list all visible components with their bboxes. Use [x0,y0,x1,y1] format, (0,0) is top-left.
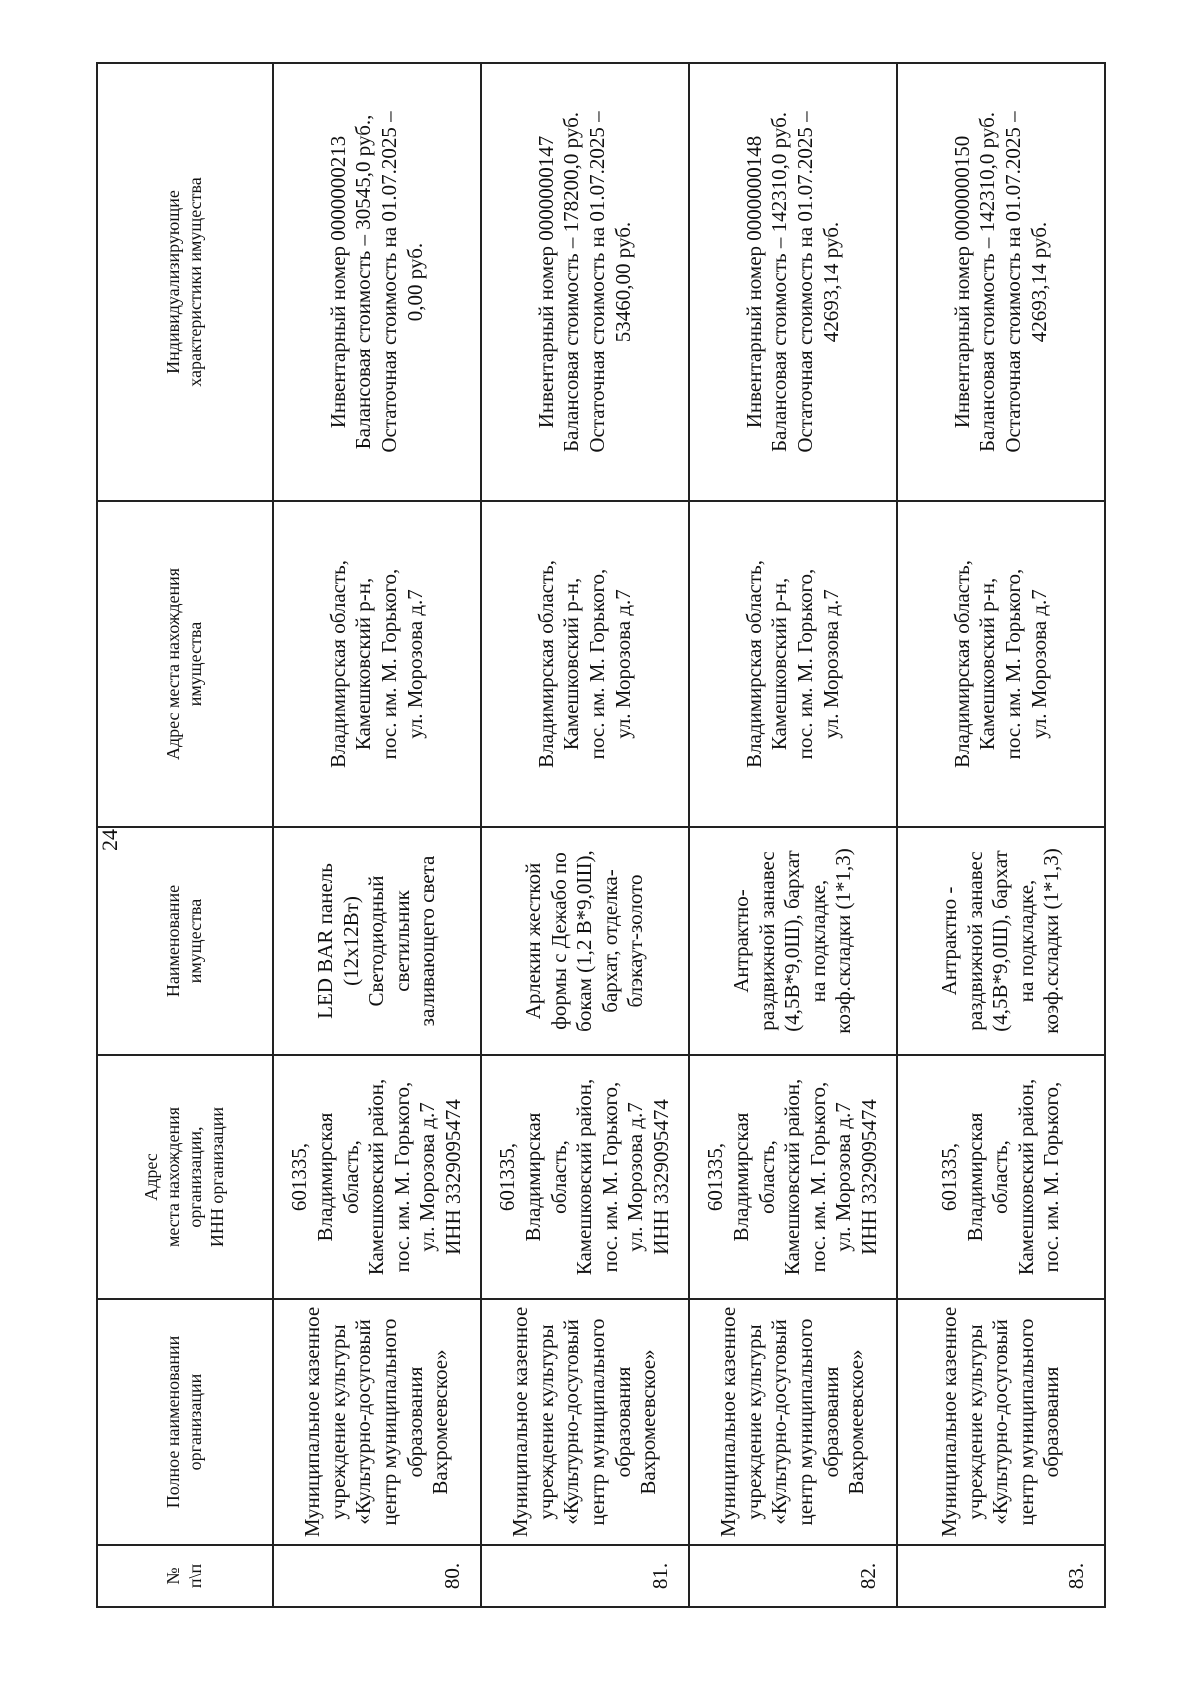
cell-text-line: на подкладке, [805,879,830,1003]
cell-text-line: «Культурно-досуговый [559,1319,584,1525]
cell-text-line: Остаточная стоимость на 01.07.2025 – [1001,111,1025,453]
cell-text-line: центр муниципального [377,1318,401,1526]
cell-text-line: Остаточная стоимость на 01.07.2025 – [585,111,609,453]
cell-text-line: ИНН 3329095474 [857,1099,882,1255]
cell-text-line: Антрактно - [936,886,961,996]
cell-text-line: (12х12Вт) [338,896,363,986]
cell-text-line: организации, [185,1126,205,1228]
cell-text-line: Владимирская область, [949,560,974,768]
cell-text-line: ИНН 3329095474 [441,1099,466,1255]
cell-text-line: ул. Морозова д.7 [831,1102,856,1252]
cell-text-line: ул. Морозова д.7 [415,1102,440,1252]
cell-text-line: 0,00 руб. [402,242,427,322]
cell-text-line: места нахождения [163,1107,184,1248]
cell-text-line: Полное наименовании [163,1335,184,1509]
cell-text-line: Муниципальное казенное [936,1306,961,1538]
cell-text-line: 53460,00 руб. [610,221,635,343]
cell-text-line: область, [546,1140,571,1214]
cell-text-line: (4,5В*9,0Ш), бархат [780,850,805,1032]
cell-text-line: Камешковский р-н, [767,577,792,751]
table-header-row [97,63,273,1607]
cell-text-line: № [163,1567,184,1585]
org-address-cell [273,1055,481,1299]
cell-text-line: ИНН организации [206,1106,227,1248]
cell-text-line: бархат, отделка- [597,869,622,1013]
row-number: 81. [481,1545,689,1607]
cell-text-line: Муниципальное казенное [716,1306,741,1538]
cell-text-line: п\п [185,1563,205,1589]
cell-text-line: Муниципальное казенное [508,1306,533,1538]
cell-text-line: Владимирская [520,1112,545,1242]
characteristics-cell [273,63,481,501]
cell-text-line: Камешковский район, [1013,1078,1038,1276]
cell-text-line: Балансовая стоимость – 142310,0 руб. [975,111,1000,453]
header-num [97,1545,273,1607]
cell-text-line: учреждение культуры [325,1324,350,1520]
table-row [689,63,897,1607]
cell-text-line: Антрактно- [728,889,753,993]
cell-text-line: центр муниципального [1013,1318,1038,1526]
cell-text-line: характеристики имущества [185,177,205,387]
cell-text-line: LED BAR панель [312,863,337,1019]
cell-text-line: образования [818,1366,843,1478]
header-characteristics [97,63,273,501]
cell-text-line: область, [754,1140,779,1214]
cell-text-line: Камешковский р-н, [975,577,1000,751]
cell-text-line: коэф.складки (1*1,3) [831,848,856,1034]
cell-text-line: ул. Морозова д.7 [818,589,843,739]
cell-text-line: Остаточная стоимость на 01.07.2025 – [793,111,817,453]
cell-text-line: Светодиодный [364,875,389,1007]
cell-text-line: бокам (1,2 В*9,0Ш), [572,850,597,1032]
cell-text-line: пос. им. М. Горького, [389,1081,414,1273]
cell-text-line: «Культурно-досуговый [351,1319,376,1525]
cell-text-line: 601335, [703,1142,728,1212]
cell-text-line: 601335, [495,1142,520,1212]
row-number: 83. [897,1545,1105,1607]
property-address-cell [481,501,689,827]
property-address-cell [897,501,1105,827]
cell-text-line: учреждение культуры [962,1324,987,1520]
property-name-cell [897,827,1105,1055]
cell-text-line: пос. им. М. Горького, [805,1081,830,1273]
cell-text-line: пос. им. М. Горького, [1001,568,1025,760]
cell-text-line: пос. им. М. Горького, [597,1081,622,1273]
cell-text-line: пос. им. М. Горького, [793,568,817,760]
cell-text-line: Камешковский район, [780,1078,805,1276]
cell-text-line: «Культурно-досуговый [988,1319,1013,1525]
cell-text-line: Арлекин жесткой [520,862,545,1020]
cell-text-line: блэкаут-золото [623,874,648,1008]
cell-text-line: пос. им. М. Горького, [377,568,401,760]
cell-text-line: пос. им. М. Горького, [1039,1081,1064,1273]
header-property-address [97,501,273,827]
cell-text-line: Индивидуализирующие [163,190,184,374]
cell-text-line: Балансовая стоимость – 142310,0 руб. [767,111,792,453]
property-name-cell [481,827,689,1055]
cell-text-line: 42693,14 руб. [1026,221,1051,343]
cell-text-line: Инвентарный номер 0000000150 [949,135,974,429]
cell-text-line: (4,5В*9,0Ш), бархат [988,850,1013,1032]
cell-text-line: ИНН 3329095474 [649,1099,674,1255]
cell-text-line: Камешковский р-н, [559,577,584,751]
cell-text-line: Владимирская [312,1112,337,1242]
cell-text-line: пос. им. М. Горького, [585,568,609,760]
cell-text-line: Остаточная стоимость на 01.07.2025 – [377,111,401,453]
cell-text-line: Камешковский р-н, [351,577,376,751]
cell-text-line: ул. Морозова д.7 [623,1102,648,1252]
page-number: 24 [97,829,122,851]
cell-text-line: Инвентарный номер 0000000148 [741,135,766,429]
cell-text-line: 601335, [287,1142,312,1212]
header-org-address [97,1055,273,1299]
cell-text-line: область, [338,1140,363,1214]
cell-text-line: раздвижной занавес [754,851,779,1031]
cell-text-line: Инвентарный номер 0000000147 [533,135,558,429]
cell-text-line: светильник [389,890,414,992]
cell-text-line: Наименование [163,884,184,998]
cell-text-line: Муниципальное казенное [300,1306,325,1538]
cell-text-line: на подкладке, [1013,879,1038,1003]
row-number: 82. [689,1545,897,1607]
org-address-cell [689,1055,897,1299]
cell-text-line: область, [988,1140,1013,1214]
property-address-cell [689,501,897,827]
cell-text-line: «Культурно-досуговый [767,1319,792,1525]
cell-text-line: 42693,14 руб. [818,221,843,343]
cell-text-line: имущества [185,621,205,707]
cell-text-line: имущества [185,898,205,984]
cell-text-line: ул. Морозова д.7 [402,589,427,739]
cell-text-line: Владимирская область, [741,560,766,768]
characteristics-cell [481,63,689,501]
cell-text-line: Инвентарный номер 0000000213 [325,135,350,429]
cell-text-line: 601335, [936,1142,961,1212]
cell-text-line: Владимирская область, [325,560,350,768]
cell-text-line: ул. Морозова д.7 [610,589,635,739]
org-name-cell [481,1299,689,1545]
cell-text-line: Адрес места нахождения [163,567,184,761]
table-row [897,63,1105,1607]
table-row [481,63,689,1607]
cell-text-line: ул. Морозова д.7 [1026,589,1051,739]
cell-text-line: Владимирская [962,1112,987,1242]
cell-text-line: Вахромеевское» [636,1349,661,1495]
cell-text-line: коэф.складки (1*1,3) [1039,848,1064,1034]
cell-text-line: Балансовая стоимость – 30545,0 руб., [351,114,376,450]
cell-text-line: образования [610,1366,635,1478]
org-name-cell [689,1299,897,1545]
cell-text-line: заливающего света [415,855,440,1027]
row-number: 80. [273,1545,481,1607]
property-name-cell [689,827,897,1055]
org-name-cell [897,1299,1105,1545]
header-property-name [97,827,273,1055]
cell-text-line: Вахромеевское» [844,1349,869,1495]
cell-text-line: образования [1039,1366,1064,1478]
cell-text-line: Камешковский район, [572,1078,597,1276]
cell-text-line: Вахромеевское» [428,1349,453,1495]
characteristics-cell [897,63,1105,501]
cell-text-line: центр муниципального [585,1318,609,1526]
table-row [273,63,481,1607]
cell-text-line: организации [185,1373,205,1471]
org-name-cell [273,1299,481,1545]
header-org-name [97,1299,273,1545]
property-address-cell [273,501,481,827]
cell-text-line: учреждение культуры [533,1324,558,1520]
cell-text-line: Камешковский район, [364,1078,389,1276]
cell-text-line: Балансовая стоимость – 178200,0 руб. [559,111,584,453]
table-container [96,64,1104,1608]
characteristics-cell [689,63,897,501]
cell-text-line: Адрес [141,1153,162,1201]
cell-text-line: формы с Дежабо по [546,852,571,1030]
org-address-cell [481,1055,689,1299]
cell-text-line: центр муниципального [793,1318,817,1526]
cell-text-line: Владимирская область, [533,560,558,768]
property-table [96,62,1106,1608]
cell-text-line: Владимирская [728,1112,753,1242]
cell-text-line: учреждение культуры [741,1324,766,1520]
org-address-cell [897,1055,1105,1299]
cell-text-line: образования [402,1366,427,1478]
cell-text-line: раздвижной занавес [962,851,987,1031]
property-name-cell [273,827,481,1055]
